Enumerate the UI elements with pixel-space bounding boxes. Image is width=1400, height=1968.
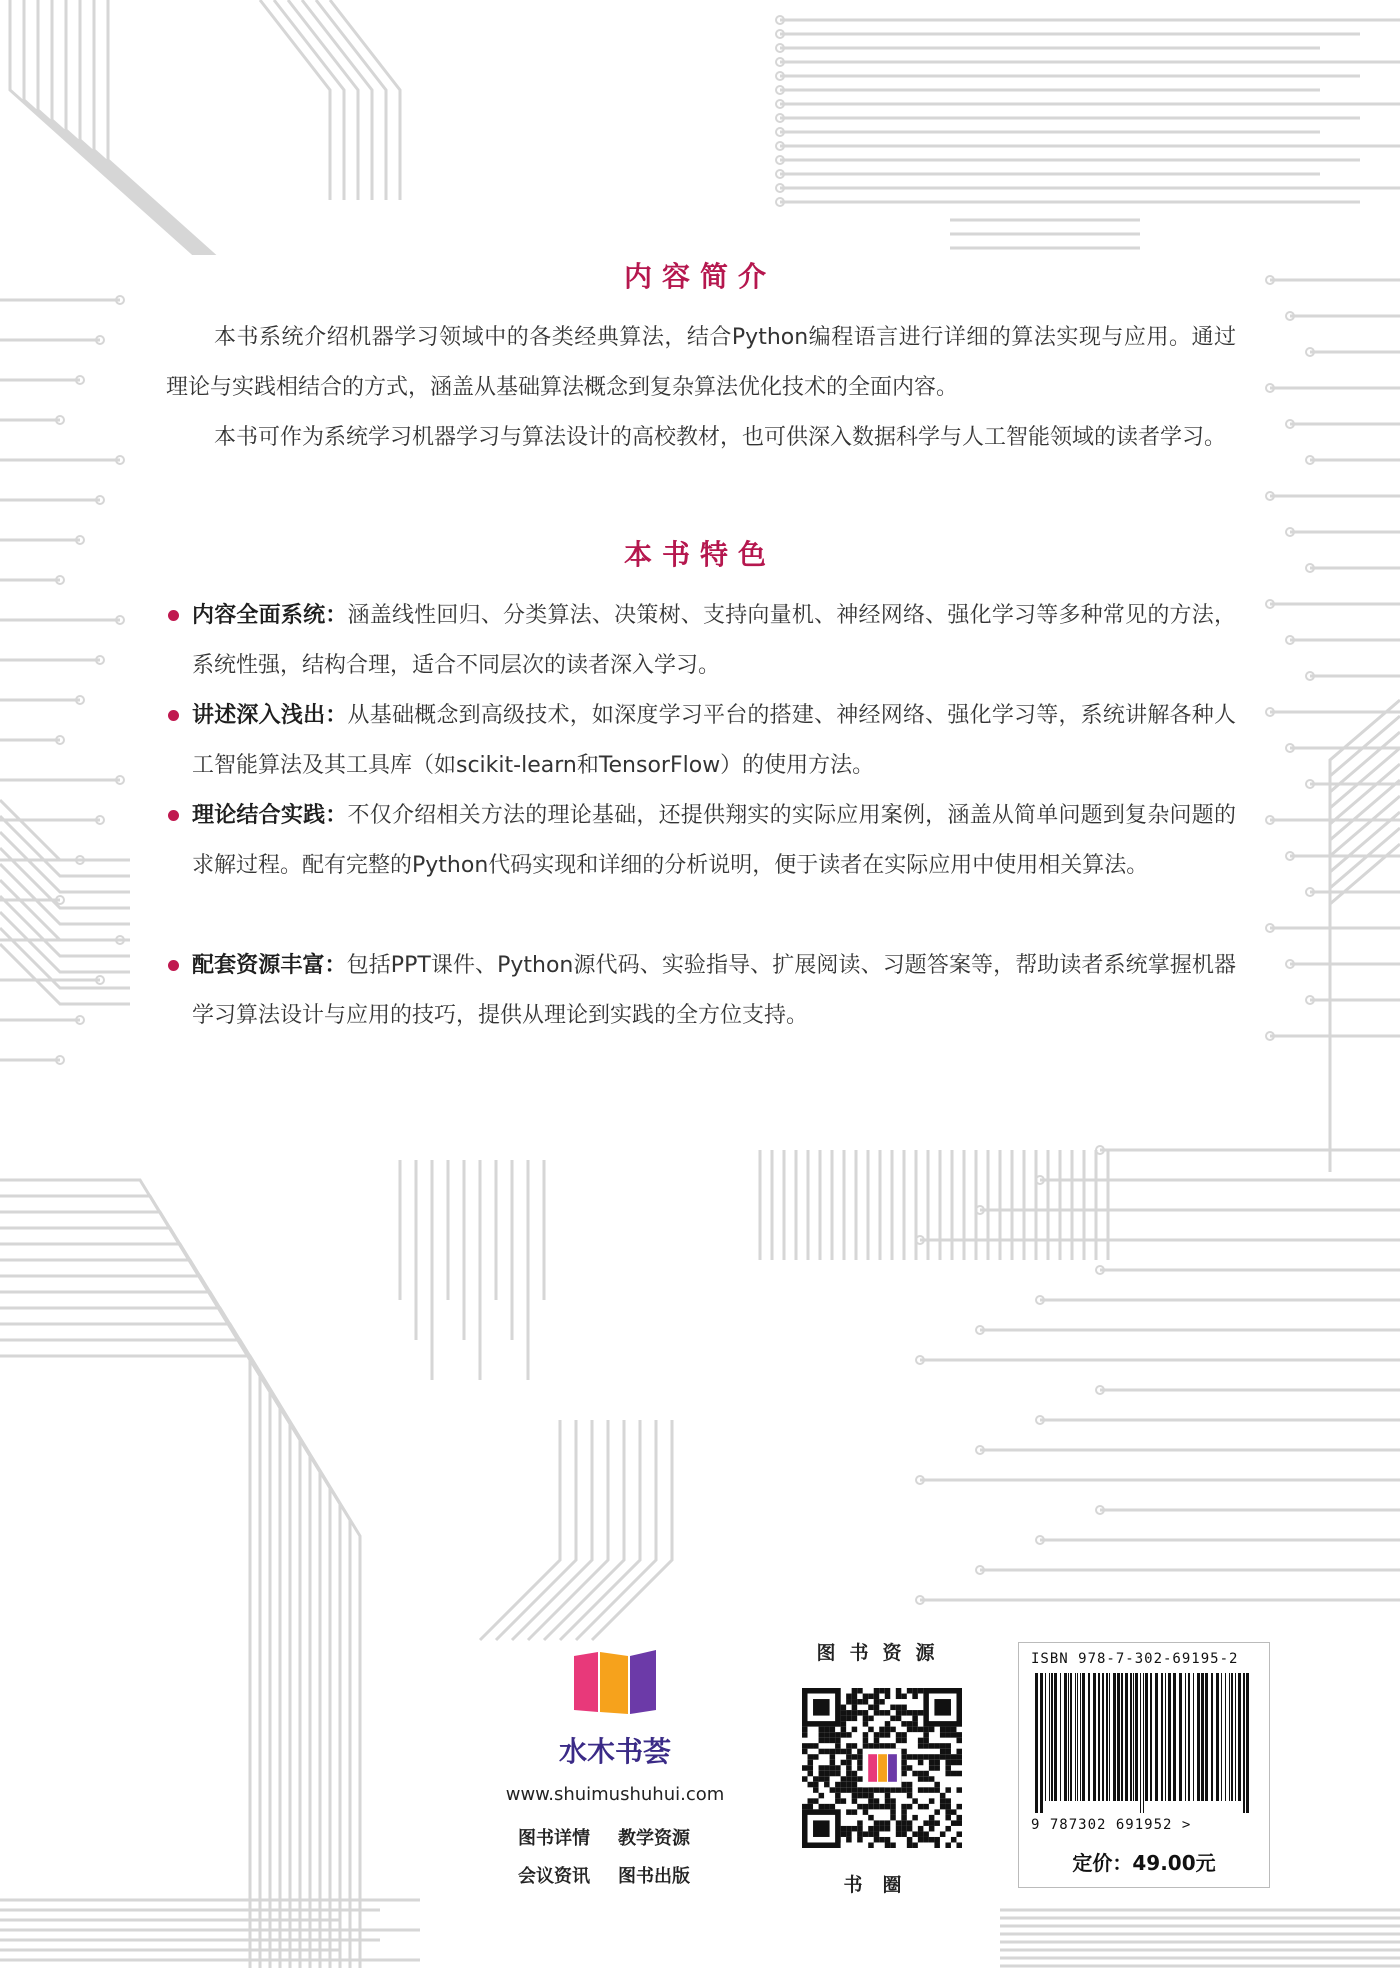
feature-text: 从基础概念到高级技术，如深度学习平台的搭建、神经网络、强化学习等，系统讲解各种人工智能算法及其工具库（如scikit-learn和TensorFlow）的使用方法。 [192, 703, 1236, 778]
intro-paragraph-2: 本书可作为系统学习机器学习与算法设计的高校教材，也可供深入数据科学与人工智能领域的读者学习。 [214, 425, 1227, 450]
bullet-icon [168, 810, 179, 821]
bullet-icon [168, 960, 179, 971]
feature-item-2 [192, 691, 1236, 791]
isbn-text: ISBN 978-7-302-69195-2 [1031, 1651, 1239, 1667]
qr-footer: 书圈 [843, 1874, 922, 1896]
publisher-name: 水木书荟 [558, 1735, 671, 1768]
publisher-logo-icon [570, 1648, 660, 1718]
barcode-icon [1031, 1673, 1255, 1813]
features-heading: 本书特色 [623, 538, 776, 571]
bullet-icon [168, 610, 179, 621]
feature-text: 涵盖线性回归、分类算法、决策树、支持向量机、神经网络、强化学习等多种常见的方法，系统性强，结构合理，适合不同层次的读者深入学习。 [192, 603, 1236, 678]
publisher-url[interactable]: www.shuimushuhui.com [505, 1784, 725, 1805]
publisher-links [518, 1820, 718, 1896]
feature-text: 不仅介绍相关方法的理论基础，还提供翔实的实际应用案例，涵盖从简单问题到复杂问题的求解过程。配有完整的Python代码实现和详细的分析说明，便于读者在实际应用中使用相关算法。 [192, 803, 1236, 878]
feature-title: 讲述深入浅出： [192, 703, 348, 728]
price: 定价：49.00元 [1072, 1851, 1216, 1875]
intro-paragraph-1: 本书系统介绍机器学习领域中的各类经典算法，结合Python编程语言进行详细的算法实现与应用。通过理论与实践相结合的方式，涵盖从基础算法概念到复杂算法优化技术的全面内容。 [166, 325, 1236, 400]
link-teaching-resources[interactable]: 教学资源 [618, 1828, 690, 1849]
link-book-details[interactable]: 图书详情 [518, 1828, 590, 1849]
feature-item-3 [192, 791, 1236, 891]
qr-block [790, 1638, 975, 1898]
content-panel [150, 255, 1250, 1125]
feature-title: 配套资源丰富： [192, 953, 347, 978]
qr-code-icon[interactable] [802, 1688, 962, 1848]
feature-title: 内容全面系统： [192, 603, 348, 628]
intro-heading: 内容简介 [623, 260, 776, 293]
feature-title: 理论结合实践： [192, 803, 348, 828]
feature-text: 包括PPT课件、Python源代码、实验指导、扩展阅读、习题答案等，帮助读者系统掌握机器学习算法设计与应用的技巧，提供从理论到实践的全方位支持。 [192, 953, 1236, 1028]
link-conference-news[interactable]: 会议资讯 [518, 1866, 590, 1887]
link-book-publishing[interactable]: 图书出版 [618, 1866, 690, 1887]
feature-item-4 [192, 941, 1236, 1041]
barcode-digits: 9 787302 691952 > [1031, 1817, 1192, 1833]
qr-title: 图书资源 [816, 1642, 949, 1664]
isbn-block [1018, 1642, 1270, 1888]
feature-item-1 [192, 591, 1236, 691]
bullet-icon [168, 710, 179, 721]
